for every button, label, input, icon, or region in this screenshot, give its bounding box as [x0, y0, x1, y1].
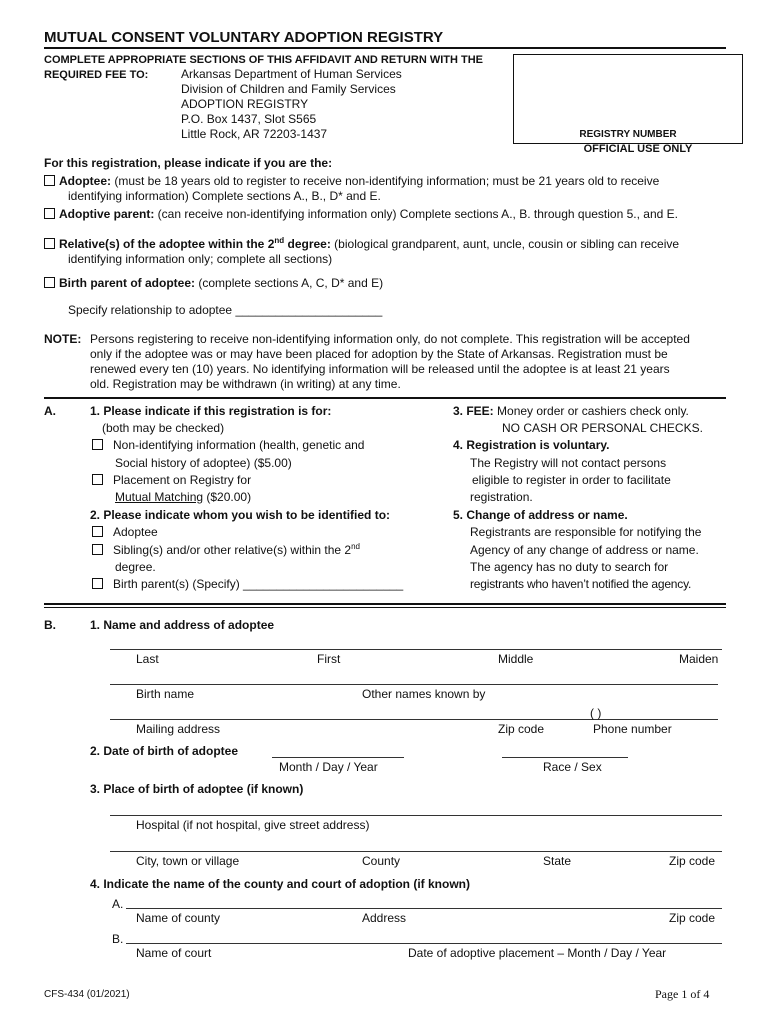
note-text: [90, 332, 740, 391]
birth-parent-label: Birth parent of adoptee:: [59, 276, 196, 290]
mutual-matching-label: Mutual Matching: [115, 490, 204, 504]
adoptive-parent-label: Adoptive parent:: [59, 207, 155, 221]
identify-adoptee-checkbox[interactable]: [92, 526, 103, 537]
identify-birth-parent-option: [92, 577, 403, 591]
relative-text: (biological grandparent, aunt, uncle, cousin or sibling can receive: [330, 237, 680, 251]
fee-label: 3. FEE:: [453, 404, 494, 418]
mailing-address-label: Mailing address: [136, 722, 221, 736]
section-rule: [44, 603, 726, 605]
address-line: Little Rock, AR 72203-1437: [181, 127, 328, 141]
registry-number-label: REGISTRY NUMBER: [579, 129, 677, 140]
section-a-letter: A.: [44, 404, 56, 418]
birth-parent-option: [44, 276, 383, 290]
address-line: P.O. Box 1437, Slot S565: [181, 112, 317, 126]
birth-name-label: Birth name: [136, 687, 195, 701]
note-line: renewed every ten (10) years. No identifying information will be released until the adoptee is at least 21 years: [90, 362, 670, 376]
name-of-court-label: Name of court: [136, 946, 212, 960]
birth-parent-text: (complete sections A, C, D* and E): [195, 276, 384, 290]
form-number: CFS-434 (01/2021): [44, 989, 130, 1000]
maiden-name-label: Maiden: [679, 652, 719, 666]
dob-field[interactable]: [272, 757, 404, 758]
instructions-line2: REQUIRED FEE TO:: [44, 69, 149, 81]
q4-line: eligible to register in order to facilitate: [472, 473, 671, 487]
specify-relationship-field[interactable]: Specify relationship to adoptee ______________________: [68, 303, 383, 317]
adoptive-parent-option: [44, 207, 678, 221]
identify-sibling-checkbox[interactable]: [92, 544, 103, 555]
q4-line: The Registry will not contact persons: [470, 456, 667, 470]
non-identifying-label-line2: Social history of adoptee) ($5.00): [115, 456, 292, 470]
adoptee-checkbox[interactable]: [44, 175, 55, 186]
non-identifying-label: Non-identifying information (health, genetic and: [113, 438, 365, 452]
adoptive-parent-text: (can receive non-identifying information only) Complete sections A., B. through question 5., and E.: [154, 207, 678, 221]
section-b-q4-title: 4. Indicate the name of the county and court of adoption (if known): [90, 877, 471, 891]
section-rule-thin: [44, 607, 726, 608]
race-sex-label: Race / Sex: [543, 760, 602, 774]
identify-birth-parent-checkbox[interactable]: [92, 578, 103, 589]
relative-text-line2: identifying information only; complete all sections): [68, 252, 333, 266]
court-name-field[interactable]: [126, 943, 722, 944]
non-identifying-checkbox[interactable]: [92, 439, 103, 450]
fee-line: [453, 404, 689, 418]
mutual-matching-fee: ($20.00): [203, 490, 252, 504]
phone-number-label: Phone number: [593, 722, 672, 736]
non-identifying-option: [92, 438, 364, 452]
last-name-label: Last: [136, 652, 159, 666]
mailing-address-block: [181, 67, 402, 141]
note-line: only if the adoptee was or may have been placed for adoption by the State of Arkansas. Registration must be: [90, 347, 668, 361]
city-label: City, town or village: [136, 854, 240, 868]
fee-text: Money order or cashiers check only.: [493, 404, 689, 418]
placement-option: [92, 473, 251, 487]
section-a-q2-title: 2. Please indicate whom you wish to be identified to:: [90, 508, 391, 522]
identify-birth-parent-field[interactable]: Birth parent(s) (Specify) ________________________: [113, 577, 404, 591]
note-label: NOTE:: [44, 332, 82, 346]
county-label: County: [362, 854, 401, 868]
court-a-label: A.: [112, 897, 124, 911]
identify-sibling-label: Sibling(s) and/or other relative(s) within the 2: [113, 543, 352, 557]
relative-sup: nd: [274, 236, 285, 245]
address-line: Arkansas Department of Human Services: [181, 67, 402, 81]
q4-line: registration.: [470, 490, 533, 504]
mailing-address-field[interactable]: [110, 719, 718, 720]
county-court-field[interactable]: [126, 908, 722, 909]
section-a-q1-sub: (both may be checked): [102, 421, 225, 435]
q5-line: Registrants are responsible for notifying the: [470, 525, 702, 539]
court-address-label: Address: [362, 911, 407, 925]
city-field[interactable]: [110, 851, 722, 852]
adoptee-name-field[interactable]: [110, 649, 722, 650]
state-label: State: [543, 854, 572, 868]
identify-adoptee-label: Adoptee: [113, 525, 158, 539]
other-names-label: Other names known by: [362, 687, 486, 701]
race-sex-field[interactable]: [502, 757, 628, 758]
name-of-county-label: Name of county: [136, 911, 221, 925]
title-rule: [44, 47, 726, 49]
note-line: old. Registration may be withdrawn (in writing) at any time.: [90, 377, 401, 391]
adoptive-parent-checkbox[interactable]: [44, 208, 55, 219]
identify-sibling-label-line2: degree.: [115, 560, 156, 574]
identify-sibling-option: [92, 543, 360, 557]
adoptee-option: [44, 174, 659, 188]
first-name-label: First: [317, 652, 341, 666]
identify-sibling-sup: nd: [351, 542, 361, 551]
official-use-label: OFFICIAL USE ONLY: [583, 143, 693, 155]
adoptee-label: Adoptee:: [59, 174, 111, 188]
form-title: MUTUAL CONSENT VOLUNTARY ADOPTION REGISTRY: [44, 29, 444, 46]
phone-area-code[interactable]: ( ): [590, 706, 602, 720]
address-line: Division of Children and Family Services: [181, 82, 396, 96]
relative-label-b: degree:: [284, 237, 331, 251]
section-a-q4-title: 4. Registration is voluntary.: [453, 438, 610, 452]
placement-checkbox[interactable]: [92, 474, 103, 485]
instructions-line1: COMPLETE APPROPRIATE SECTIONS OF THIS AFFIDAVIT AND RETURN WITH THE: [44, 54, 483, 66]
hospital-field[interactable]: [110, 815, 722, 816]
birth-name-field[interactable]: [110, 684, 718, 685]
birth-parent-checkbox[interactable]: [44, 277, 55, 288]
section-a-q5-title: 5. Change of address or name.: [453, 508, 628, 522]
adoptee-text: (must be 18 years old to register to receive non-identifying information; must be 21 years old to receive: [111, 174, 660, 188]
adoptee-text-line2: identifying information) Complete sections A., B., D* and E.: [68, 189, 381, 203]
zip-code-label: Zip code: [498, 722, 545, 736]
section-b-letter: B.: [44, 618, 56, 632]
section-b-q1-title: 1. Name and address of adoptee: [90, 618, 275, 632]
relative-option: [44, 237, 679, 251]
dob-format-label: Month / Day / Year: [279, 760, 378, 774]
section-rule: [44, 397, 726, 399]
hospital-label: Hospital (if not hospital, give street address): [136, 818, 370, 832]
registration-prompt: For this registration, please indicate if you are the:: [44, 156, 333, 170]
address-line: ADOPTION REGISTRY: [181, 97, 309, 111]
relative-label: Relative(s) of the adoptee within the 2: [59, 237, 275, 251]
identify-adoptee-option: [92, 525, 158, 539]
fee-text-line2: NO CASH OR PERSONAL CHECKS.: [502, 421, 703, 435]
court-zip-label: Zip code: [669, 911, 716, 925]
page-number: Page 1 of 4: [655, 987, 710, 1001]
zip-code-label: Zip code: [669, 854, 716, 868]
section-b-q3-title: 3. Place of birth of adoptee (if known): [90, 782, 304, 796]
adoptive-placement-label: Date of adoptive placement – Month / Day / Year: [408, 946, 667, 960]
q5-line: The agency has no duty to search for: [470, 560, 669, 574]
relative-checkbox[interactable]: [44, 238, 55, 249]
note-line: Persons registering to receive non-identifying information only, do not complete. This registration will be accepted: [90, 332, 690, 346]
q5-line: registrants who haven’t notified the agency.: [470, 577, 692, 591]
middle-name-label: Middle: [498, 652, 534, 666]
court-b-label: B.: [112, 932, 124, 946]
section-b-q2-title: 2. Date of birth of adoptee: [90, 744, 239, 758]
registry-number-box[interactable]: [513, 54, 743, 144]
mutual-matching-line: [115, 490, 251, 504]
section-a-q1-title: 1. Please indicate if this registration is for:: [90, 404, 332, 418]
placement-label: Placement on Registry for: [113, 473, 252, 487]
q5-line: Agency of any change of address or name.: [470, 543, 699, 557]
